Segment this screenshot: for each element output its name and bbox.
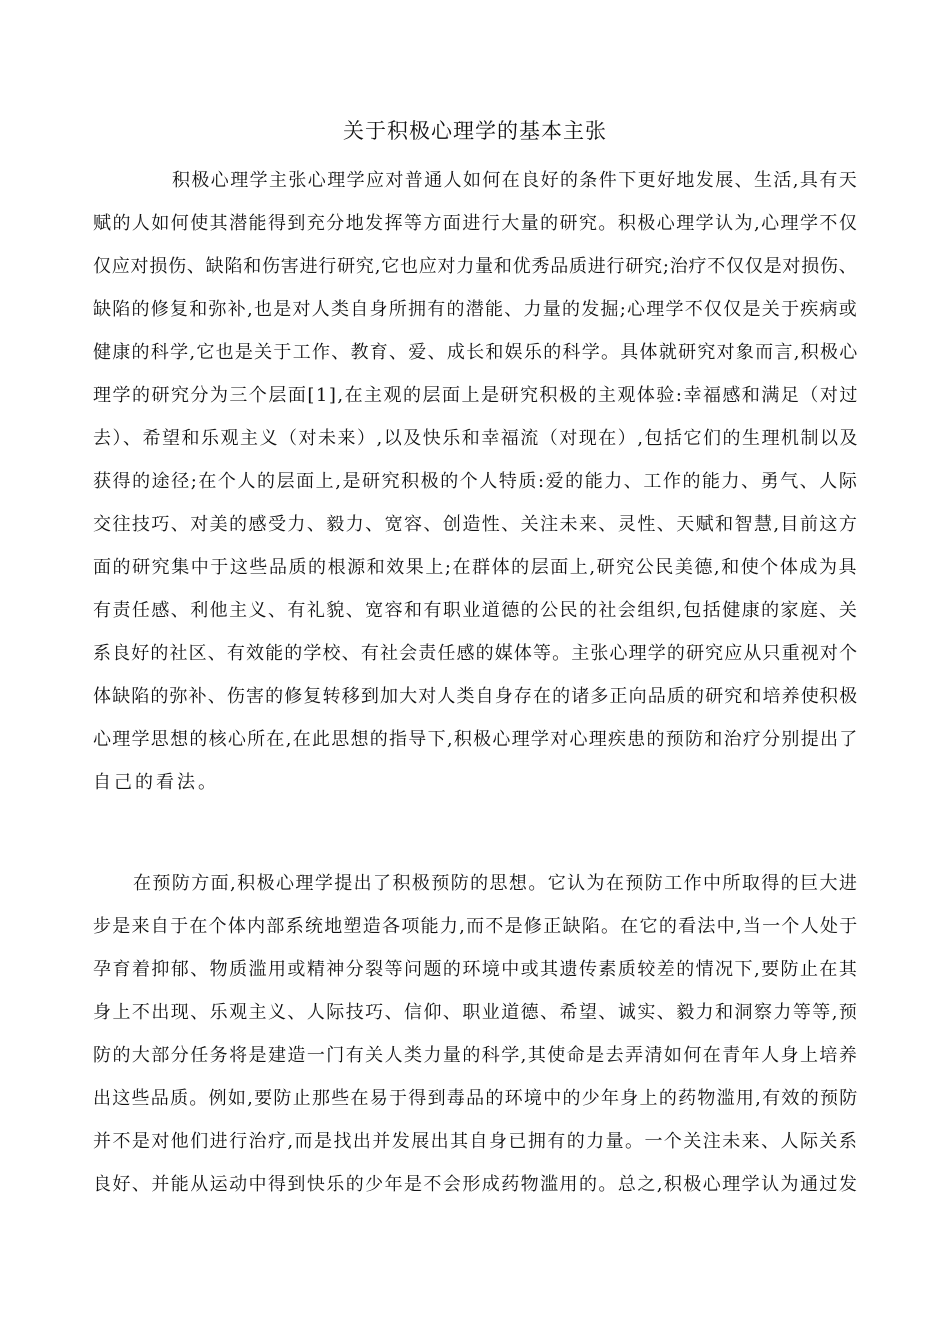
paragraph-line: 交往技巧、对美的感受力、毅力、宽容、创造性、关注未来、灵性、天赋和智慧,目前这方 xyxy=(93,514,859,535)
paragraph-line: 身上不出现、乐观主义、人际技巧、信仰、职业道德、希望、诚实、毅力和洞察力等等,预 xyxy=(93,1002,859,1023)
paragraph-line: 仅应对损伤、缺陷和伤害进行研究,它也应对力量和优秀品质进行研究;治疗不仅仅是对损伤、 xyxy=(93,256,858,277)
paragraph-line: 体缺陷的弥补、伤害的修复转移到加大对人类自身存在的诸多正向品质的研究和培养使积极 xyxy=(93,686,859,707)
paragraph-line: 防的大部分任务将是建造一门有关人类力量的科学,其使命是去弄清如何在青年人身上培养 xyxy=(93,1045,859,1066)
paragraph-line: 积极心理学主张心理学应对普通人如何在良好的条件下更好地发展、生活,具有天 xyxy=(172,170,859,191)
paragraph-line: 面的研究集中于这些品质的根源和效果上;在群体的层面上,研究公民美德,和使个体成为具 xyxy=(93,557,859,578)
paragraph-line: 理学的研究分为三个层面[1],在主观的层面上是研究积极的主观体验:幸福感和满足（对过 xyxy=(93,385,859,406)
paragraph-line: 赋的人如何使其潜能得到充分地发挥等方面进行大量的研究。积极心理学认为,心理学不仅 xyxy=(93,213,859,234)
paragraph-line: 有责任感、利他主义、有礼貌、宽容和有职业道德的公民的社会组织,包括健康的家庭、关 xyxy=(93,600,859,621)
paragraph-line: 自己的看法。 xyxy=(93,772,219,793)
paragraph-line: 获得的途径;在个人的层面上,是研究积极的个人特质:爱的能力、工作的能力、勇气、人际 xyxy=(93,471,859,492)
paragraph-line: 缺陷的修复和弥补,也是对人类自身所拥有的潜能、力量的发掘;心理学不仅仅是关于疾病或 xyxy=(93,299,859,320)
document-title: 关于积极心理学的基本主张 xyxy=(343,119,607,143)
paragraph-line: 在预防方面,积极心理学提出了积极预防的思想。它认为在预防工作中所取得的巨大进 xyxy=(133,873,859,894)
paragraph-line: 良好、并能从运动中得到快乐的少年是不会形成药物滥用的。总之,积极心理学认为通过发 xyxy=(93,1174,859,1195)
paragraph-line: 心理学思想的核心所在,在此思想的指导下,积极心理学对心理疾患的预防和治疗分别提出了 xyxy=(93,729,859,750)
paragraph-line: 系良好的社区、有效能的学校、有社会责任感的媒体等。主张心理学的研究应从只重视对个 xyxy=(93,643,859,664)
paragraph-line: 步是来自于在个体内部系统地塑造各项能力,而不是修正缺陷。在它的看法中,当一个人处于 xyxy=(93,916,859,937)
paragraph-line: 孕育着抑郁、物质滥用或精神分裂等问题的环境中或其遗传素质较差的情况下,要防止在其 xyxy=(93,959,859,980)
paragraph-line: 健康的科学,它也是关于工作、教育、爱、成长和娱乐的科学。具体就研究对象而言,积极心 xyxy=(93,342,859,363)
paragraph-line: 并不是对他们进行治疗,而是找出并发展出其自身已拥有的力量。一个关注未来、人际关系 xyxy=(93,1131,859,1152)
paragraph-line: 去）、希望和乐观主义（对未来）,以及快乐和幸福流（对现在）,包括它们的生理机制以及 xyxy=(93,428,859,449)
paragraph-line: 出这些品质。例如,要防止那些在易于得到毒品的环境中的少年身上的药物滥用,有效的预防 xyxy=(93,1088,859,1109)
